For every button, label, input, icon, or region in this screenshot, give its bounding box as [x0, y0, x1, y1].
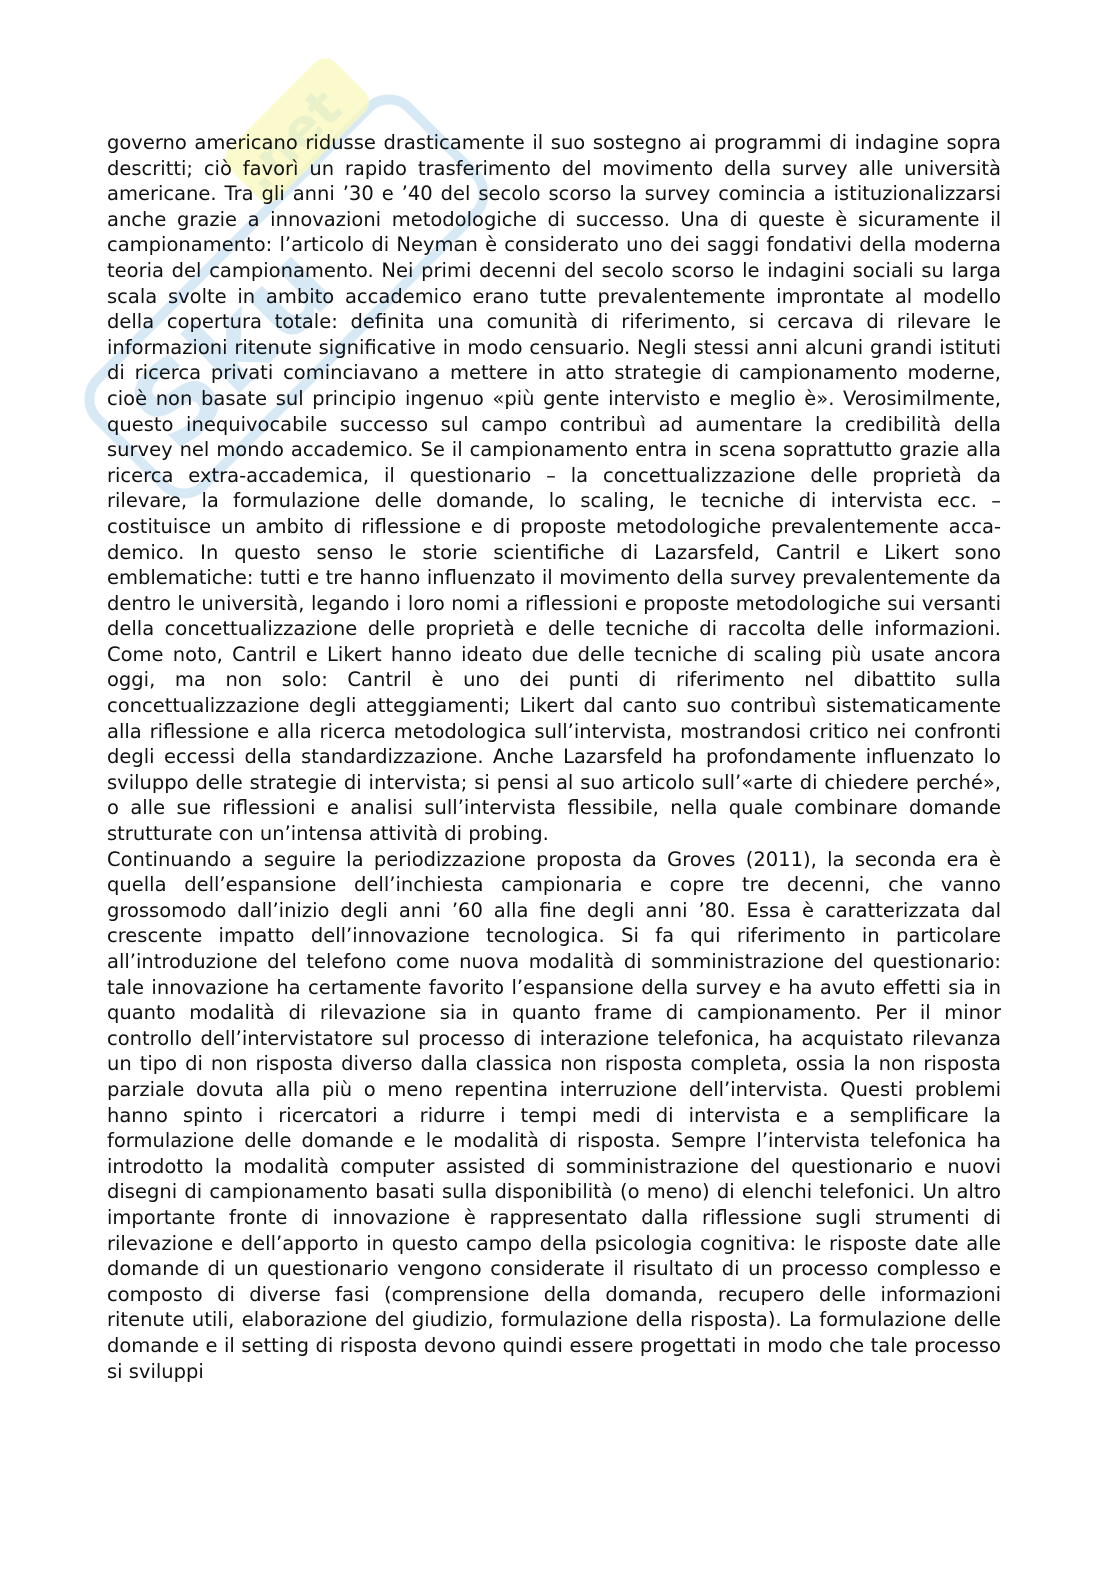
document-body	[104, 130, 1001, 1384]
svg-text:Sku: Sku	[104, 220, 359, 474]
svg-text:.net: .net	[228, 78, 354, 204]
paragraph-2: Continuando a seguire la periodizzazione proposta da Groves (2011), la seconda era è quella dell’espansione dell’inchiesta campionaria e copre tre decenni, che vanno grossomodo dall’inizio degli anni ’60 alla fine degli anni ’80. Essa è caratterizzata dal crescente impatto dell’innovazione tecnologica. Si fa qui riferimento in particolare all’introduzione del telefono come nuova modalità di somministrazione del questionario: tale innovazione ha certamente favorito l’espansione della survey e ha avuto effetti sia in quanto modalità di rilevazione sia in quanto frame di campionamento. Per il minor controllo dell’intervistatore sul processo di interazione telefonica, ha acquistato rilevanza un tipo di non risposta diverso dalla classica non risposta completa, ossia la non risposta parziale dovuta alla più o meno repentina interruzione dell’intervista. Questi problemi hanno spinto i ricercatori a ridurre i tempi medi di intervista e a semplificare la formulazione delle domande e le modalità di risposta. Sempre l’intervista telefonica ha introdotto la modalità computer assisted di somministrazione del questionario e nuovi disegni di campionamento basati sulla disponibilità (o meno) di elenchi telefonici. Un altro importante fronte di innovazione è rappresentato dalla riflessione sugli strumenti di rilevazione e dell’apporto in questo campo della psicologia cognitiva: le risposte date alle domande di un questionario vengono considerate il risultato di un processo complesso e composto di diverse fasi (comprensione della domanda, recupero delle informazioni ritenute utili, elaborazione del giudizio, formulazione della risposta). La formulazione delle domande e il setting di risposta devono quindi essere progettati in modo che tale processo si sviluppi	[107, 847, 1001, 1383]
paragraph-1: governo americano ridusse drasticamente il suo sostegno ai programmi di indagine sopra descritti; ciò favorì un rapido trasferimento del movimento della survey alle università americane. Tra gli anni ’30 e ’40 del secolo scorso la survey comincia a istituzionalizzarsi anche grazie a innovazioni metodologiche di successo. Una di queste è sicuramente il campionamento: l’articolo di Neyman è considerato uno dei saggi fondativi della moderna teoria del campionamento. Nei primi decenni del secolo scorso le indagini sociali su larga scala svolte in ambito accademico erano tutte prevalentemente improntate al modello della copertura totale: definita una comunità di riferimento, si cercava di rilevare le informazioni ritenute significative in modo censuario. Negli stessi anni alcuni grandi istituti di ricerca privati cominciavano a mettere in atto strategie di campionamento moderne, cioè non basate sul principio ingenuo «più gente intervisto e meglio è». Verosimilmente, questo inequivocabile successo sul campo contribuì ad aumentare la credibilità della survey nel mondo accademico. Se il campionamento entra in scena soprattutto grazie alla ricerca extra-accademica, il questionario – la concettualizzazione delle proprietà da rilevare, la formulazione delle domande, lo scaling, le tecniche di intervista ecc. – costituisce un ambito di riflessione e di proposte metodologiche prevalentemente acca-demico. In questo senso le storie scientifiche di Lazarsfeld, Cantril e Likert sono emblematiche: tutti e tre hanno influenzato il movimento della survey prevalentemente da dentro le università, legando i loro nomi a riflessioni e proposte metodologiche sui versanti della concettualizzazione delle proprietà e delle tecniche di raccolta delle informazioni. Come noto, Cantril e Likert hanno ideato due delle tecniche di scaling più usate ancora oggi, ma non solo: Cantril è uno dei punti di riferimento nel dibattito sulla concettualizzazione degli atteggiamenti; Likert dal canto suo contribuì sistematicamente alla riflessione e alla ricerca metodologica sull’intervista, mostrandosi critico nei confronti degli eccessi della standardizzazione. Anche Lazarsfeld ha profondamente influenzato lo sviluppo delle strategie di intervista; si pensi al suo articolo sull’«arte di chiedere perché», o alle sue riflessioni e analisi sull’intervista flessibile, nella quale combinare domande strutturate con un’intensa attività di probing.	[107, 131, 1001, 846]
